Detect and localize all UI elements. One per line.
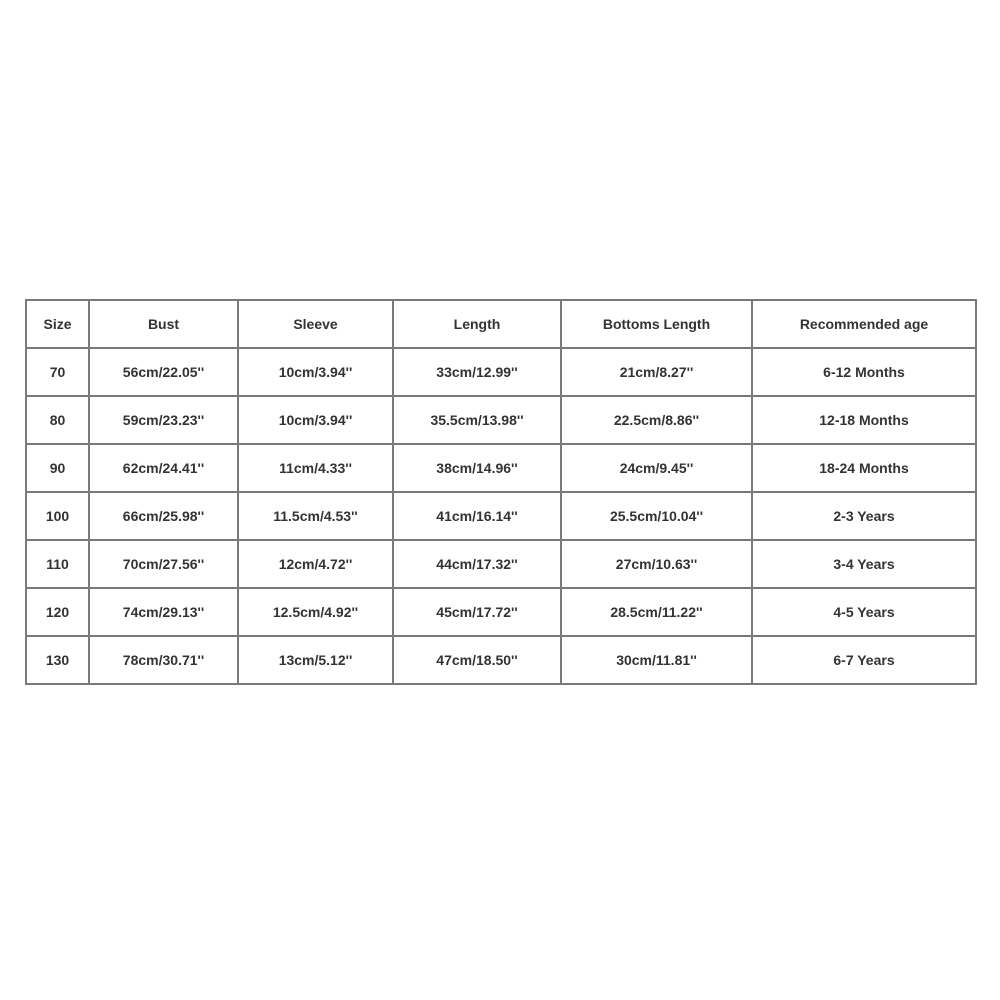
- cell-bottoms-length: 22.5cm/8.86'': [561, 396, 752, 444]
- cell-size: 110: [26, 540, 89, 588]
- cell-recommended-age: 18-24 Months: [752, 444, 976, 492]
- cell-length: 47cm/18.50'': [393, 636, 561, 684]
- cell-bottoms-length: 25.5cm/10.04'': [561, 492, 752, 540]
- cell-bust: 56cm/22.05'': [89, 348, 238, 396]
- cell-bust: 74cm/29.13'': [89, 588, 238, 636]
- cell-bottoms-length: 28.5cm/11.22'': [561, 588, 752, 636]
- cell-recommended-age: 3-4 Years: [752, 540, 976, 588]
- cell-bottoms-length: 21cm/8.27'': [561, 348, 752, 396]
- table-row: [26, 540, 976, 588]
- cell-sleeve: 11cm/4.33'': [238, 444, 393, 492]
- cell-bust: 70cm/27.56'': [89, 540, 238, 588]
- cell-size: 80: [26, 396, 89, 444]
- cell-bust: 62cm/24.41'': [89, 444, 238, 492]
- table-row: [26, 492, 976, 540]
- cell-bottoms-length: 30cm/11.81'': [561, 636, 752, 684]
- header-bottoms-length: Bottoms Length: [561, 300, 752, 348]
- cell-size: 130: [26, 636, 89, 684]
- cell-length: 41cm/16.14'': [393, 492, 561, 540]
- cell-size: 70: [26, 348, 89, 396]
- cell-size: 120: [26, 588, 89, 636]
- cell-size: 90: [26, 444, 89, 492]
- header-recommended-age: Recommended age: [752, 300, 976, 348]
- cell-length: 33cm/12.99'': [393, 348, 561, 396]
- cell-bottoms-length: 27cm/10.63'': [561, 540, 752, 588]
- cell-length: 35.5cm/13.98'': [393, 396, 561, 444]
- cell-sleeve: 10cm/3.94'': [238, 348, 393, 396]
- cell-sleeve: 10cm/3.94'': [238, 396, 393, 444]
- table-row: [26, 444, 976, 492]
- size-chart-table: [25, 299, 977, 685]
- cell-sleeve: 11.5cm/4.53'': [238, 492, 393, 540]
- header-bust: Bust: [89, 300, 238, 348]
- cell-bust: 59cm/23.23'': [89, 396, 238, 444]
- cell-size: 100: [26, 492, 89, 540]
- cell-length: 45cm/17.72'': [393, 588, 561, 636]
- cell-bottoms-length: 24cm/9.45'': [561, 444, 752, 492]
- header-size: Size: [26, 300, 89, 348]
- table-row: [26, 348, 976, 396]
- cell-bust: 66cm/25.98'': [89, 492, 238, 540]
- cell-sleeve: 12cm/4.72'': [238, 540, 393, 588]
- cell-sleeve: 13cm/5.12'': [238, 636, 393, 684]
- cell-length: 38cm/14.96'': [393, 444, 561, 492]
- table-row: [26, 588, 976, 636]
- cell-recommended-age: 4-5 Years: [752, 588, 976, 636]
- header-sleeve: Sleeve: [238, 300, 393, 348]
- cell-bust: 78cm/30.71'': [89, 636, 238, 684]
- table-row: [26, 396, 976, 444]
- cell-recommended-age: 6-7 Years: [752, 636, 976, 684]
- cell-recommended-age: 2-3 Years: [752, 492, 976, 540]
- cell-recommended-age: 6-12 Months: [752, 348, 976, 396]
- cell-length: 44cm/17.32'': [393, 540, 561, 588]
- header-row: [26, 300, 976, 348]
- cell-sleeve: 12.5cm/4.92'': [238, 588, 393, 636]
- table-row: [26, 636, 976, 684]
- cell-recommended-age: 12-18 Months: [752, 396, 976, 444]
- header-length: Length: [393, 300, 561, 348]
